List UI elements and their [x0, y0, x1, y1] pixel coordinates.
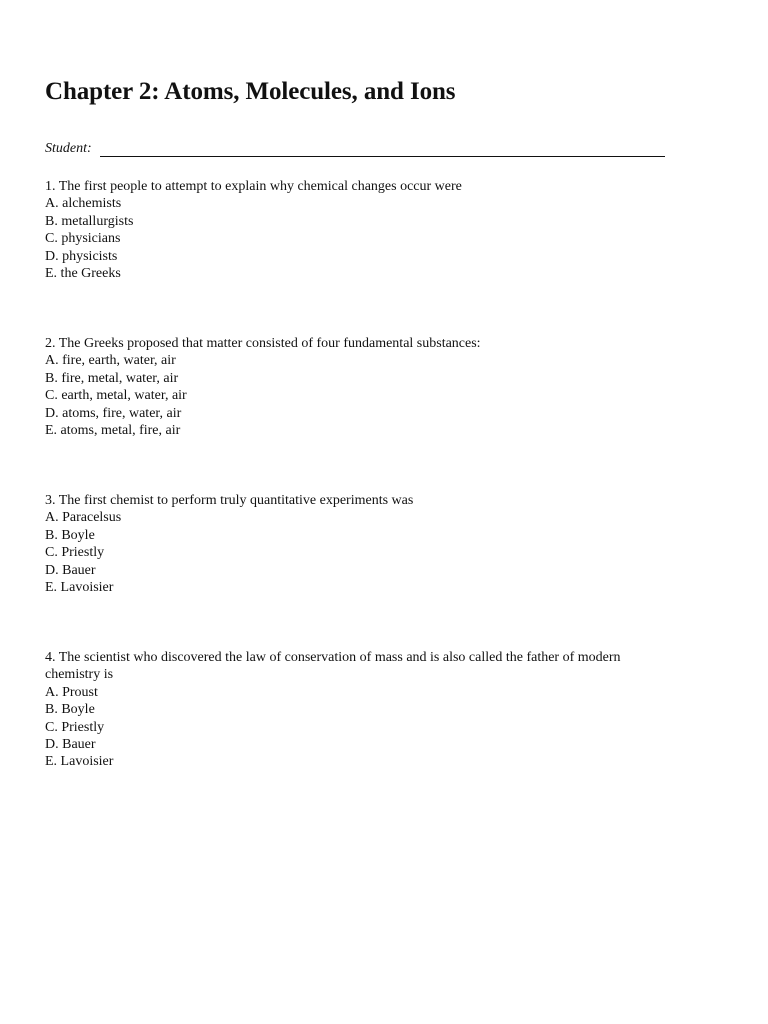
answer-option-d: D. Bauer: [45, 562, 96, 578]
answer-option-c: C. Priestly: [45, 719, 105, 735]
answer-option-b: B. fire, metal, water, air: [45, 370, 179, 386]
answer-options: [45, 195, 670, 282]
answer-option-b: B. Boyle: [45, 702, 95, 718]
answer-option-d: D. atoms, fire, water, air: [45, 405, 182, 421]
student-label: Student:: [45, 141, 92, 156]
answer-options: [45, 509, 670, 596]
answer-options: [45, 684, 670, 771]
answer-option-e: E. Lavoisier: [45, 580, 114, 596]
answer-option-a: A. Proust: [45, 684, 98, 700]
page-title: Chapter 2: Atoms, Molecules, and Ions: [45, 78, 456, 105]
answer-option-e: E. the Greeks: [45, 266, 121, 282]
answer-option-e: E. atoms, metal, fire, air: [45, 423, 181, 439]
question-stem: 2. The Greeks proposed that matter consisted of four fundamental substances:: [45, 336, 481, 351]
answer-option-d: D. Bauer: [45, 737, 96, 753]
answer-option-e: E. Lavoisier: [45, 754, 114, 770]
student-field: [45, 141, 665, 159]
answer-option-d: D. physicists: [45, 248, 118, 264]
question-stem: 3. The first chemist to perform truly quantitative experiments was: [45, 493, 414, 508]
question-1: [45, 178, 670, 282]
answer-option-a: A. Paracelsus: [45, 510, 122, 526]
question-3: [45, 492, 670, 596]
answer-option-c: C. physicians: [45, 231, 121, 247]
answer-option-a: A. fire, earth, water, air: [45, 353, 176, 369]
answer-option-c: C. earth, metal, water, air: [45, 388, 187, 404]
question-4: [45, 649, 670, 771]
student-name-line: [100, 156, 665, 157]
answer-options: [45, 352, 670, 439]
answer-option-c: C. Priestly: [45, 545, 105, 561]
question-2: [45, 335, 670, 439]
answer-option-b: B. metallurgists: [45, 213, 134, 229]
question-stem: 4. The scientist who discovered the law of conservation of mass and is also called the father of modern chemistry is: [45, 650, 621, 683]
question-stem: 1. The first people to attempt to explain why chemical changes occur were: [45, 179, 462, 194]
answer-option-b: B. Boyle: [45, 527, 95, 543]
answer-option-a: A. alchemists: [45, 196, 122, 212]
